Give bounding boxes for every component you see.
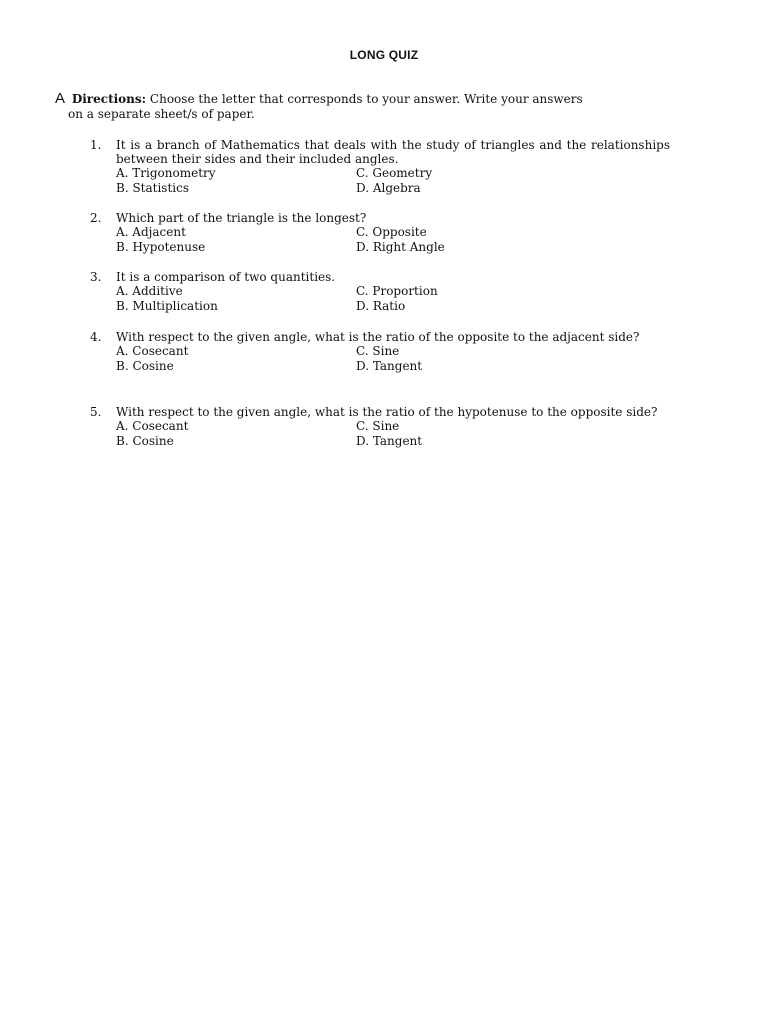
choice-b: B. Multiplication xyxy=(116,299,218,313)
choice-d: D. Tangent xyxy=(356,434,423,448)
choice-c: C. Proportion xyxy=(356,284,438,298)
question-number: 5. xyxy=(90,405,102,419)
choice-c: C. Sine xyxy=(356,419,400,433)
choice-a: A. Cosecant xyxy=(116,344,189,358)
question-text: It is a branch of Mathematics that deals with the study of triangles and the relationships between their sides and their included angles. xyxy=(116,138,670,166)
choice-d: D. Right Angle xyxy=(356,240,445,254)
directions-text-line1: Choose the letter that corresponds to your answer. Write your answers xyxy=(149,92,583,106)
question-text: With respect to the given angle, what is the ratio of the opposite to the adjacent side? xyxy=(116,330,640,344)
question-number: 4. xyxy=(90,330,102,344)
question-3 xyxy=(90,270,670,313)
directions-text-line2: on a separate sheet/s of paper. xyxy=(68,107,255,121)
choice-d: D. Tangent xyxy=(356,359,423,373)
choice-c: C. Geometry xyxy=(356,166,433,180)
choice-b: B. Hypotenuse xyxy=(116,240,206,254)
choice-c: C. Sine xyxy=(356,344,400,358)
section-letter: A xyxy=(55,90,66,107)
question-number: 1. xyxy=(90,138,102,152)
choice-list xyxy=(116,419,670,448)
question-number: 2. xyxy=(90,211,102,225)
question-2 xyxy=(90,211,670,254)
directions xyxy=(55,91,675,122)
question-1 xyxy=(90,138,670,195)
choice-b: B. Cosine xyxy=(116,359,174,373)
choice-d: D. Ratio xyxy=(356,299,406,313)
question-text: It is a comparison of two quantities. xyxy=(116,270,336,284)
question-number: 3. xyxy=(90,270,102,284)
choice-a: A. Trigonometry xyxy=(116,166,216,180)
question-4 xyxy=(90,330,670,373)
choice-a: A. Cosecant xyxy=(116,419,189,433)
choice-list xyxy=(116,225,670,254)
choice-b: B. Statistics xyxy=(116,181,190,195)
choice-a: A. Adjacent xyxy=(116,225,186,239)
question-text: Which part of the triangle is the longest? xyxy=(116,211,367,225)
choice-b: B. Cosine xyxy=(116,434,174,448)
choice-list xyxy=(116,284,670,313)
page-title: LONG QUIZ xyxy=(349,48,419,62)
choice-d: D. Algebra xyxy=(356,181,421,195)
question-text: With respect to the given angle, what is the ratio of the hypotenuse to the opposite side? xyxy=(116,405,658,419)
question-5 xyxy=(90,405,670,448)
choice-c: C. Opposite xyxy=(356,225,427,239)
choice-a: A. Additive xyxy=(116,284,183,298)
choice-list xyxy=(116,344,670,373)
directions-label: Directions: xyxy=(71,92,147,106)
choice-list xyxy=(116,166,670,195)
